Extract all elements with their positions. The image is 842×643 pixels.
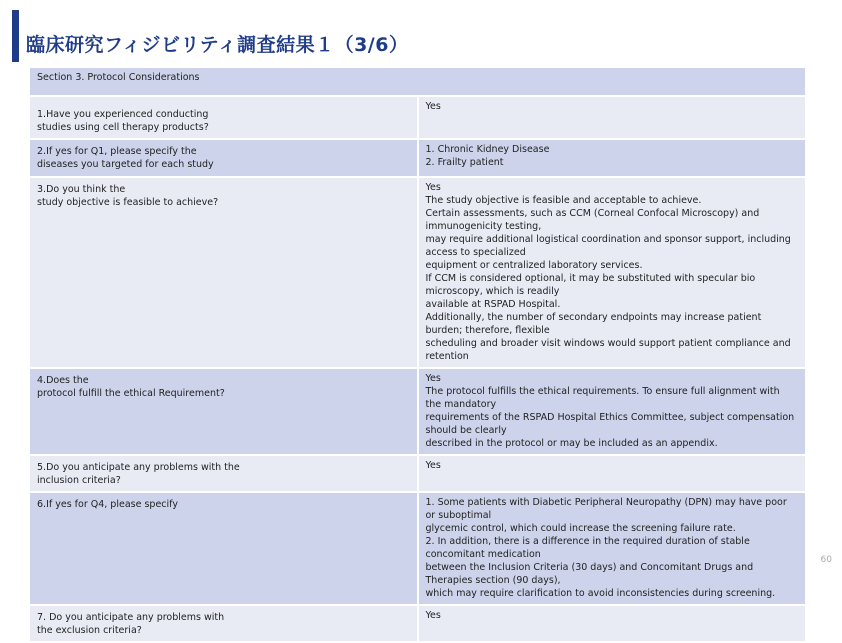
answer-cell — [418, 368, 807, 455]
question-cell — [29, 605, 418, 642]
title-accent-bar — [12, 10, 19, 62]
question-text-line: 6.If yes for Q4, please specify — [37, 499, 178, 510]
answer-text-line: available at RSPAD Hospital. — [425, 299, 561, 310]
answer-cell — [418, 492, 807, 605]
answer-text-line: 1. Some patients with Diabetic Peripheral Neuropathy (DPN) may have poor or suboptimal — [425, 497, 787, 521]
answer-cell — [418, 96, 807, 139]
table-row — [29, 492, 806, 605]
answer-text-line: 2. In addition, there is a difference in the required duration of stable concomitant medication — [425, 536, 750, 560]
answer-text-line: glycemic control, which could increase the screening failure rate. — [425, 523, 736, 534]
table-row — [29, 96, 806, 139]
question-text-line: 7. Do you anticipate any problems with — [37, 612, 225, 623]
question-text-line: inclusion criteria? — [37, 475, 121, 486]
answer-text-line: equipment or centralized laboratory services. — [425, 260, 643, 271]
table-row — [29, 605, 806, 642]
table-row — [29, 368, 806, 455]
question-text-line: diseases you targeted for each study — [37, 159, 214, 170]
answer-text-line: between the Inclusion Criteria (30 days) and Concomitant Drugs and Therapies section (90 days), — [425, 562, 754, 586]
question-text-line: the exclusion criteria? — [37, 625, 142, 636]
answer-cell — [418, 177, 807, 368]
question-cell — [29, 96, 418, 139]
answer-cell — [418, 455, 807, 492]
table-row — [29, 455, 806, 492]
question-text-line: 1.Have you experienced conducting — [37, 109, 209, 120]
answer-text-line: scheduling and broader visit windows would support patient compliance and retention — [425, 338, 791, 362]
page-number: 60 — [820, 555, 832, 565]
question-cell — [29, 492, 418, 605]
section-header: Section 3. Protocol Considerations — [29, 67, 806, 96]
answer-text-line: 1. Chronic Kidney Disease — [425, 144, 550, 155]
table-row — [29, 177, 806, 368]
answer-text-line: Additionally, the number of secondary endpoints may increase patient burden; therefore, flexible — [425, 312, 762, 336]
answer-text-line: Yes — [425, 460, 441, 471]
section-header-row — [29, 67, 806, 96]
answer-cell — [418, 605, 807, 642]
answer-text-line: 2. Frailty patient — [425, 157, 504, 168]
question-cell — [29, 139, 418, 177]
question-text-line: studies using cell therapy products? — [37, 122, 209, 133]
question-cell — [29, 368, 418, 455]
answer-text-line: Yes — [425, 182, 441, 193]
answer-text-line: may require additional logistical coordination and sponsor support, including access to specialized — [425, 234, 791, 258]
answer-text-line: Yes — [425, 610, 441, 621]
answer-text-line: Certain assessments, such as CCM (Corneal Confocal Microscopy) and immunogenicity testing, — [425, 208, 760, 232]
answer-text-line: requirements of the RSPAD Hospital Ethics Committee, subject compensation should be clearly — [425, 412, 795, 436]
protocol-considerations-table — [28, 66, 807, 643]
page-title: 臨床研究フィジビリティ調査結果１（3/6） — [26, 34, 409, 56]
question-text-line: study objective is feasible to achieve? — [37, 197, 219, 208]
answer-text-line: Yes — [425, 373, 441, 384]
question-text-line: 5.Do you anticipate any problems with the — [37, 462, 240, 473]
question-text-line: 2.If yes for Q1, please specify the — [37, 146, 197, 157]
answer-text-line: Yes — [425, 101, 441, 112]
question-cell — [29, 455, 418, 492]
question-cell — [29, 177, 418, 368]
answer-text-line: The protocol fulfills the ethical requirements. To ensure full alignment with the mandatory — [425, 386, 780, 410]
question-text-line: 4.Does the — [37, 375, 89, 386]
answer-cell — [418, 139, 807, 177]
question-text-line: 3.Do you think the — [37, 184, 126, 195]
answer-text-line: The study objective is feasible and acceptable to achieve. — [425, 195, 702, 206]
answer-text-line: If CCM is considered optional, it may be substituted with specular bio microscopy, which is readily — [425, 273, 756, 297]
question-text-line: protocol fulfill the ethical Requirement? — [37, 388, 225, 399]
answer-text-line: described in the protocol or may be included as an appendix. — [425, 438, 718, 449]
table-row — [29, 139, 806, 177]
answer-text-line: which may require clarification to avoid inconsistencies during screening. — [425, 588, 776, 599]
